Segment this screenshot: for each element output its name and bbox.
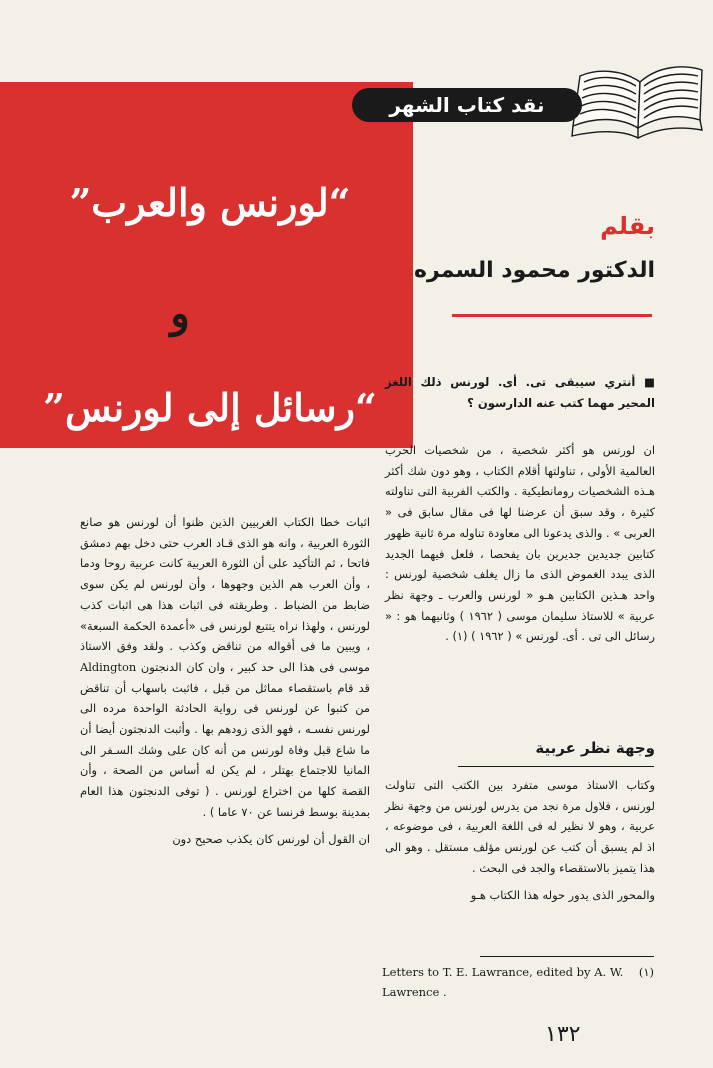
byline-label: بقلم xyxy=(600,212,655,240)
section-banner: نقد كتاب الشهر xyxy=(352,88,582,122)
open-book-icon xyxy=(568,56,708,146)
section-heading: وجهة نظر عربية xyxy=(535,739,655,757)
english-name: Aldington xyxy=(80,659,137,674)
section-heading-underline xyxy=(458,766,654,767)
author-name: الدكتور محمود السمره xyxy=(414,258,655,283)
byline-divider xyxy=(452,314,652,317)
right-column xyxy=(385,440,655,653)
footnote xyxy=(382,962,654,1002)
paragraph: ان القول أن لورنس كان يكذب صحيح دون xyxy=(172,831,370,846)
footnote-text: Letters to T. E. Lawrance, edited by A. W. Lawrence . xyxy=(382,965,624,999)
article-title-conjunction: و xyxy=(170,290,190,337)
footnote-divider xyxy=(480,956,654,957)
article-title-line-1: “لورنس والعرب” xyxy=(69,180,351,225)
paragraph-text: اثبات خطا الكتاب الغربيين الذين ظنوا أن لورنس هو صانع الثورة العربية ، وانه هو الذى قـاد العرب حتى دخل بهم دمشق فاتحا ، ثم التأكيد على أن الثورة العربية كانت عربية روحا ودما ، وأن العرب هم الذين وجهوها ، وأن لورنس لم يكن سوى ضابط من الضباط . وطريقته فى اثبات هذا هى اثبات كذب لورنس ، ولهذا نراه يتتبع لورنس فى «أعمدة الحكمة السبعة» ، ويبين ما فى أقواله من تناقض وكذب . ولقد وفق الاستاذ موسى فى هذا الى حد كبير ، وان كان الدنجتون xyxy=(80,515,370,674)
paragraph: والمحور الذى يدور حوله هذا الكتاب هـو xyxy=(470,887,655,902)
intro-question: ■ أنتري سيبقى تى. أى. لورنس ذلك اللغز المحير مهما كتب عنه الدارسون ؟ xyxy=(385,375,655,410)
paragraph: وكتاب الاستاذ موسى متفرد بين الكتب التى تناولت لورنس ، فلاول مرة نجد من يدرس لورنس من وجهة نظر عربية ، وهو لا نظير له فى اللغة العربية ، فى موضوعه ، اذ لم يسبق أن كتب عن لورنس مؤلف مستقل . وهو الى هذا يتميز بالاستقصاء والجد فى البحث . xyxy=(385,778,655,875)
page-number: ١٣٢ xyxy=(545,1022,581,1047)
article-title-line-2: “رسائل إلى لورنس” xyxy=(43,385,377,430)
paragraph-text: قد قام باستقصاء مماثل من قبل ، فاثبت باسهاب أن تناقض من كتبوا عن لورنس فى رواية الحادثة الواحدة مرده الى لورنس نفسـه ، فهو الذى زودهم بها . وأثبت الدنجتون أيضا أن ما شاع قبل وفاة لورنس من أنه كان على وشك السـفر الى المانيا للاجتماع بهتلر ، لم يكن له أساس من الصحة ، وأن القصة كلها من اختراع لورنس . ( توفى الدنجتون هذا العام بمدينة بوسط فرنسا عن ٧٠ عاما ) . xyxy=(80,680,370,819)
right-column-continued xyxy=(385,775,655,911)
paragraph: ان لورنس هو أكثر شخصية ، من شخصيات الحرب العالمية الأولى ، تناولتها أقلام الكتاب ، وهو دون شك أكثر هـذه الشخصيات رومانطيكية . والكتب الفربية التى تناولته كثيرة ، وقد سبق أن عرضنا لها فى مقال سابق فى « العربى » . والذى يدعونا الى معاودة تناوله مرة ثانية ظهور كتابين جديدين جديرين بان يفحصا ، فلعل فيهما الجديد الذى يبدد الغموض الذى ما زال يغلف شخصية لورنس : واحد هـذين الكتابين هـو « لورنس والعرب ـ وجهة نظر عربية » للاستاذ سليمان موسى ( ١٩٦٢ ) وثانيهما هو : « رسائل الى تى . أى. لورنس » ( ١٩٦٢ ) (١) . xyxy=(385,443,655,644)
footnote-marker: (١) xyxy=(638,965,654,979)
left-column xyxy=(80,512,370,855)
paragraph xyxy=(80,512,370,823)
